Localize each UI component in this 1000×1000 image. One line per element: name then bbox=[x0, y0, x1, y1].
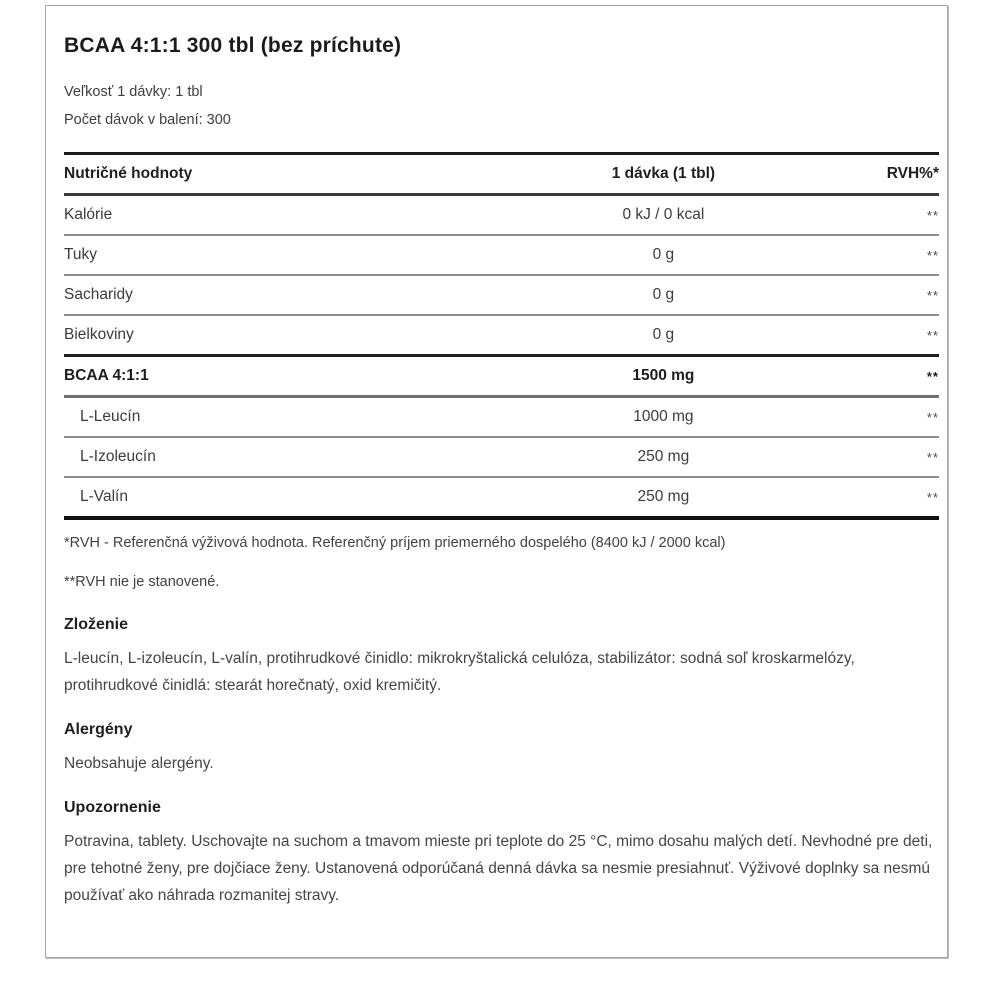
nutrition-table-header-row bbox=[64, 154, 939, 195]
row-label: BCAA 4:1:1 bbox=[64, 356, 519, 397]
table-row-calories bbox=[64, 195, 939, 236]
section-body-warning: Potravina, tablety. Uschovajte na suchom a tmavom mieste pri teplote do 25 °C, mimo dosahu malých detí. Nevhodné pre deti, pre tehotné ženy, pre dojčiace ženy. Ustanovená odporúčaná denná dávka sa nesmie presiahnuť. Výživové doplnky sa nesmú používať ako náhrada rozmanitej stravy. bbox=[64, 833, 933, 904]
table-row-isoleucine bbox=[64, 437, 939, 477]
section-body-allergens: Neobsahuje alergény. bbox=[64, 755, 214, 772]
row-value: 0 g bbox=[519, 275, 808, 315]
row-rvh: ** bbox=[808, 356, 939, 397]
header-per-serving: 1 dávka (1 tbl) bbox=[519, 154, 808, 195]
row-label: Tuky bbox=[64, 235, 519, 275]
row-value: 250 mg bbox=[519, 437, 808, 477]
row-label: L-Valín bbox=[64, 477, 519, 518]
row-value: 0 g bbox=[519, 315, 808, 356]
row-rvh: ** bbox=[808, 397, 939, 438]
table-row-proteins bbox=[64, 315, 939, 356]
row-value: 1500 mg bbox=[519, 356, 808, 397]
row-value: 0 g bbox=[519, 235, 808, 275]
serving-size-line: Veľkosť 1 dávky: 1 tbl bbox=[64, 84, 203, 100]
row-label: L-Izoleucín bbox=[64, 437, 519, 477]
servings-count-line: Počet dávok v balení: 300 bbox=[64, 112, 231, 128]
footnote-rvh-not-set: **RVH nie je stanovené. bbox=[64, 574, 220, 590]
row-rvh: ** bbox=[808, 437, 939, 477]
table-row-leucine bbox=[64, 397, 939, 438]
row-label: Kalórie bbox=[64, 195, 519, 236]
row-rvh: ** bbox=[808, 315, 939, 356]
table-row-bcaa-total bbox=[64, 356, 939, 397]
table-row-valine bbox=[64, 477, 939, 518]
row-rvh: ** bbox=[808, 195, 939, 236]
table-row-carbs bbox=[64, 275, 939, 315]
row-value: 1000 mg bbox=[519, 397, 808, 438]
row-rvh: ** bbox=[808, 275, 939, 315]
header-rvh: RVH%* bbox=[808, 154, 939, 195]
section-body-ingredients: L-leucín, L-izoleucín, L-valín, protihrudkové činidlo: mikrokryštalická celulóza, stabilizátor: sodná soľ kroskarmelózy, protihrudkové činidlá: stearát horečnatý, oxid kremičitý. bbox=[64, 650, 855, 694]
section-heading-allergens: Alergény bbox=[64, 721, 133, 738]
row-value: 250 mg bbox=[519, 477, 808, 518]
table-row-fats bbox=[64, 235, 939, 275]
header-nutrition-values: Nutričné hodnoty bbox=[64, 154, 519, 195]
footnote-rvh-definition: *RVH - Referenčná výživová hodnota. Referenčný príjem priemerného dospelého (8400 kJ / 2000 kcal) bbox=[64, 535, 726, 551]
nutrition-table bbox=[64, 152, 939, 520]
product-title: BCAA 4:1:1 300 tbl (bez príchute) bbox=[64, 34, 402, 57]
section-heading-warning: Upozornenie bbox=[64, 799, 161, 816]
row-value: 0 kJ / 0 kcal bbox=[519, 195, 808, 236]
section-heading-ingredients: Zloženie bbox=[64, 616, 129, 633]
row-label: Sacharidy bbox=[64, 275, 519, 315]
row-label: Bielkoviny bbox=[64, 315, 519, 356]
product-info-panel bbox=[45, 5, 948, 958]
row-label: L-Leucín bbox=[64, 397, 519, 438]
row-rvh: ** bbox=[808, 477, 939, 518]
row-rvh: ** bbox=[808, 235, 939, 275]
